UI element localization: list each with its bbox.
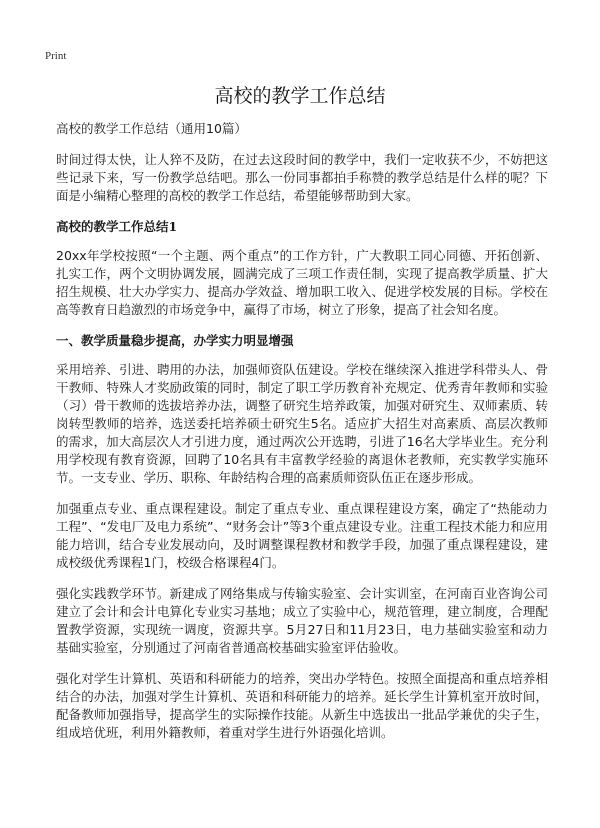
document-subtitle: 高校的教学工作总结（通用10篇） bbox=[56, 121, 247, 136]
document-body bbox=[56, 120, 548, 755]
section-paragraph: 20xx年学校按照“一个主题、两个重点”的工作方针，广大教职工同心同德、开拓创新、扎实工作，两个文明协调发展，圆满完成了三项工作责任制，实现了提高教学质量、扩大招生规模、壮大办学实力、提高办学效益、增加职工收入、促进学校发展的目标。学校在高等教育日趋激烈的市场竞争中，赢得了市场，树立了形象，提高了社会知名度。 bbox=[56, 248, 548, 317]
section-heading: 高校的教学工作总结1 bbox=[56, 219, 178, 234]
body-paragraph: 强化实践教学环节。新建成了网络集成与传输实验室、会计实训室，在河南百业咨询公司建立了会计和会计电算化专业实习基地；成立了实验中心，规范管理，建立制度，合理配置教学资源，实现统一调度，资源共享。5月27日和11月23日，电力基础实验室和动力基础实验室，分别通过了河南省普通高校基础实验室评估验收。 bbox=[56, 586, 548, 655]
body-paragraph: 加强重点专业、重点课程建设。制定了重点专业、重点课程建设方案，确定了“热能动力工程”、“发电厂及电力系统”、“财务会计”等3个重点建设专业。注重工程技术能力和应用能力培训，结合专业发展动向，及时调整课程教材和教学手段，加强了重点课程建设，建成校级优秀课程1门，校级合格课程4门。 bbox=[56, 501, 548, 570]
intro-paragraph: 时间过得太快，让人猝不及防，在过去这段时间的教学中，我们一定收获不少，不妨把这些记录下来，写一份教学总结吧。那么一份同事都拍手称赞的教学总结是什么样的呢？下面是小编精心整理的高校的教学工作总结，希望能够帮助到大家。 bbox=[56, 152, 548, 203]
body-paragraph: 采用培养、引进、聘用的办法，加强师资队伍建设。学校在继续深入推进学科带头人、骨干教师、特殊人才奖励政策的同时，制定了职工学历教育补充规定、优秀青年教师和实验（习）骨干教师的选拔培养办法，调整了研究生培养政策，加强对研究生、双师素质、转岗转型教师的培养，选送委托培养硕士研究生5名。适应扩大招生对高素质、高层次教师的需求，加大高层次人才引进力度，通过两次公开选聘，引进了16名大学毕业生。充分利用学校现有教育资源，回聘了10名具有丰富教学经验的离退休老教师，充实教学实施环节。一支专业、学历、职称、年龄结构合理的高素质师资队伍正在逐步形成。 bbox=[56, 362, 548, 485]
page-title: 高校的教学工作总结 bbox=[214, 85, 386, 107]
print-link[interactable]: Print bbox=[45, 50, 67, 62]
body-paragraph: 强化对学生计算机、英语和科研能力的培养，突出办学特色。按照全面提高和重点培养相结合的办法，加强对学生计算机、英语和科研能力的培养。延长学生计算机室开放时间，配备教师加强指导，提高学生的实际操作技能。从新生中选拔出一批品学兼优的尖子生，组成培优班，利用外籍教师，着重对学生进行外语强化培训。 bbox=[56, 671, 548, 740]
subsection-heading: 一、教学质量稳步提高，办学实力明显增强 bbox=[56, 333, 294, 348]
